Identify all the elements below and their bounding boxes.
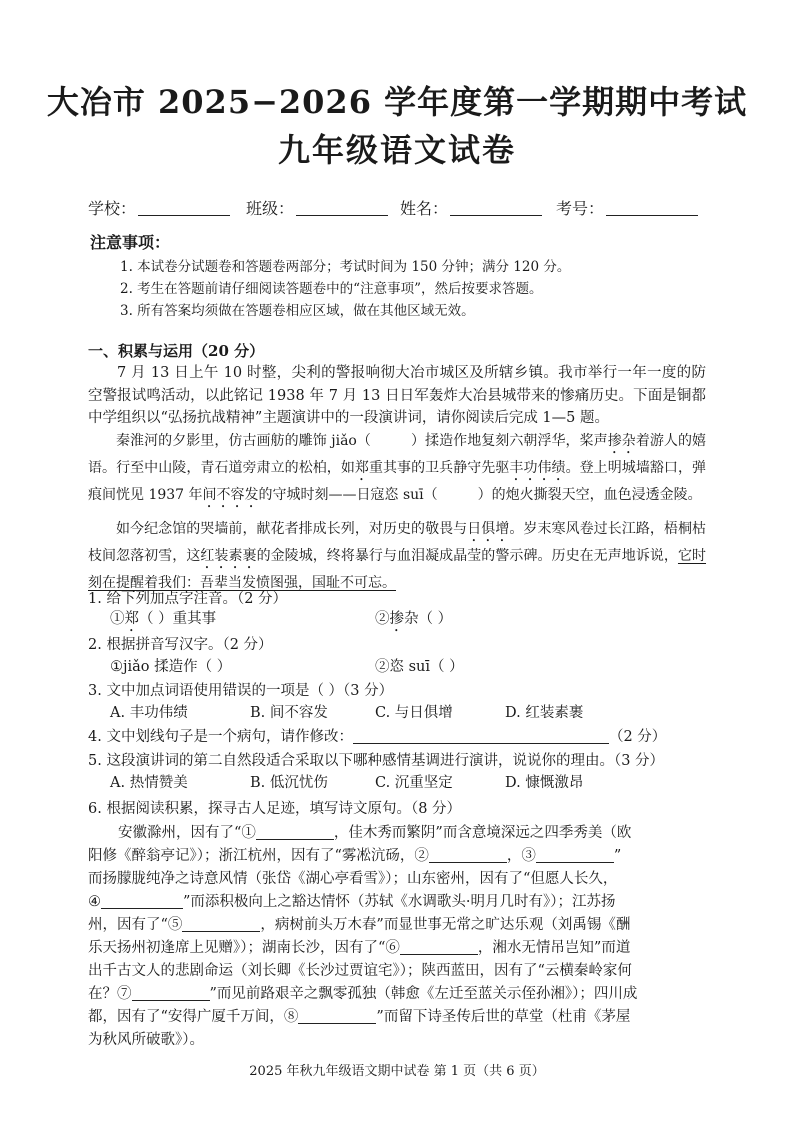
option-text: （ ）重其事	[139, 611, 217, 627]
class-label: 班级：	[246, 199, 295, 218]
question-6-line	[118, 822, 708, 844]
question-6-line	[88, 937, 708, 959]
notice-item: 2. 考生在答题前请仔细阅读答题卷中的“注意事项”，然后按要求答题。	[120, 281, 543, 297]
question-3-option: C. 与日俱增	[375, 705, 453, 721]
dotted-word: 掺	[389, 611, 404, 627]
poem-text: 在？⑦	[88, 986, 132, 1002]
question-6-line: 出千古文人的悲剧命运（刘长卿《长沙过贾谊宅》）；陕西蓝田，因有了“云横秦岭家何	[88, 963, 632, 979]
passage-text: 。登上明城墙豁口，弹痕间恍见 1937 年	[88, 460, 707, 503]
name-label: 姓名：	[400, 199, 449, 218]
dotted-word: 红装素裹	[200, 548, 257, 564]
question-2-stem: 2. 根据拼音写汉字。（2 分）	[88, 637, 273, 653]
question-6-line	[88, 983, 708, 1005]
school-label: 学校：	[88, 199, 137, 218]
poem-text: ，病树前头万木春”而显世事无常之旷达乐观（刘禹锡《酬	[260, 917, 631, 933]
poem-text: 安徽滁州，因有了“①	[118, 825, 256, 841]
option-text: 杂（ ）	[404, 611, 453, 627]
passage-text: 秦淮河的夕影里，仿古画舫的雕饰 jiǎo（	[116, 433, 371, 449]
name-field[interactable]	[400, 196, 542, 222]
poem-text: 阳修《醉翁亭记》）；浙江杭州，因有了“雾凇沆砀，②	[88, 848, 429, 864]
dotted-word: 丰功伟绩	[509, 460, 566, 476]
question-5-option: A. 热情赞美	[110, 775, 188, 791]
question-2-option-b: ②恣 suī（ ）	[375, 659, 464, 675]
question-1-stem: 1. 给下列加点字注音。（2 分）	[88, 591, 288, 607]
question-6-line	[88, 891, 708, 913]
poem-text: 乐天扬州初逢席上见赠》）；湖南长沙，因有了“⑥	[88, 940, 400, 956]
answer-blank[interactable]	[400, 938, 478, 955]
passage-text: 的守城时刻——日寇恣 suī（	[258, 487, 438, 503]
class-blank[interactable]	[296, 197, 388, 216]
question-4-stem: 4. 文中划线句子是一个病句，请作修改：	[88, 729, 353, 745]
class-field[interactable]	[246, 196, 388, 222]
dotted-word: 郑	[354, 460, 369, 476]
poem-text: 都，因有了“安得广厦千万间，⑧	[88, 1009, 299, 1025]
notice-heading: 注意事项：	[90, 233, 171, 252]
poem-text: ”而留下诗圣传后世的草堂（杜甫《茅屋	[376, 1009, 631, 1025]
passage-paragraph-1	[88, 430, 706, 511]
dotted-word: 掺杂	[607, 433, 636, 449]
question-5-option: C. 沉重坚定	[375, 775, 453, 791]
poem-text: ，湘水无情吊岂知”而道	[477, 940, 631, 956]
passage-text: 。岁末寒风卷过长江路，梧桐枯枝间忽落初雪，这	[88, 521, 707, 564]
poem-text: ”而见前路艰辛之飘零孤独（韩愈《左迁至蓝关示侄孙湘》）；四川成	[209, 986, 638, 1002]
underlined-sentence: 它时刻在提醒着我们：吾辈当发愤图强，国耻不可忘。	[88, 548, 707, 591]
passage-text: 重其事的卫兵静守先驱	[368, 460, 510, 476]
poem-text: ④	[88, 894, 101, 910]
question-6-line	[88, 845, 708, 867]
exam-number-field[interactable]	[556, 196, 698, 222]
passage-text: 的金陵城，终将暴行与血泪凝成晶莹的警示碑。历史在无声地诉说，	[256, 548, 678, 564]
question-3-stem: 3. 文中加点词语使用错误的一项是（ ）（3 分）	[88, 683, 394, 699]
student-info-row	[88, 196, 708, 222]
passage-paragraph-2	[88, 518, 706, 595]
question-6-line: 而扬朦胧纯净之诗意风情（张岱《湖心亭看雪》）；山东密州，因有了“但愿人长久，	[88, 871, 618, 887]
question-6-line: 为秋风所破歌》）。	[88, 1032, 204, 1048]
answer-blank[interactable]	[101, 892, 183, 909]
question-5-option: D. 慷慨激昂	[505, 775, 584, 791]
question-6-line	[88, 1006, 708, 1028]
poem-text: ”	[613, 848, 622, 864]
exam-subtitle: 九年级语文试卷	[277, 131, 516, 169]
name-blank[interactable]	[450, 197, 542, 216]
question-1-option-b	[375, 608, 452, 635]
question-6-stem: 6. 根据阅读积累，探寻古人足迹，填写诗文原句。（8 分）	[88, 801, 462, 817]
option-number: ②	[375, 611, 390, 627]
intro-paragraph: 7 月 13 日上午 10 时整，尖利的警报响彻大冶市城区及所辖乡镇。我市举行一年一度的防空警报试鸣活动，以此铭记 1938 年 7 月 13 日日军轰炸大冶县城带来的惨痛历史。下面是铜都中学组织以“弘扬抗战精神”主题演讲中的一段演讲词，请你阅读后完成 1—5 题。	[88, 365, 706, 426]
poem-text: 州，因有了“⑤	[88, 917, 183, 933]
passage-text: ）的炮火撕裂天空，血色浸透金陵。	[477, 487, 702, 503]
question-2-option-a: ①jiǎo 揉造作（ ）	[110, 659, 232, 675]
notice-list	[120, 256, 720, 322]
question-3-option: D. 红装素裹	[505, 705, 584, 721]
passage-text: 如今纪念馆的哭墙前，献花者排成长列，对历史的敬畏与	[116, 521, 468, 537]
school-field[interactable]	[88, 196, 230, 222]
question-3-option: B. 间不容发	[250, 705, 328, 721]
question-5-option: B. 低沉忧伤	[250, 775, 328, 791]
answer-blank[interactable]	[256, 823, 334, 840]
poem-text: ，佳木秀而繁阴”而含意境深远之四季秀美（欧	[333, 825, 632, 841]
question-6-line	[88, 914, 708, 936]
section-heading: 一、积累与运用（20 分）	[88, 342, 265, 360]
question-5-stem: 5. 这段演讲词的第二自然段适合采取以下哪种感情基调进行演讲，说说你的理由。（3 分）	[88, 753, 665, 769]
poem-text: ”而添积极向上之豁达情怀（苏轼《水调歌头·明月几时有》）；江苏扬	[183, 894, 616, 910]
question-4	[88, 726, 708, 748]
dotted-word: 郑	[124, 611, 139, 627]
exam-title: 大冶市 2025−2026 学年度第一学期期中考试	[46, 83, 748, 121]
question-4-score: （2 分）	[608, 729, 667, 745]
answer-blank[interactable]	[132, 984, 210, 1001]
notice-item: 3. 所有答案均须做在答题卷相应区域，做在其他区域无效。	[120, 303, 475, 319]
notice-item: 1. 本试卷分试题卷和答题卷两部分；考试时间为 150 分钟；满分 120 分。	[120, 259, 571, 275]
question-3-option: A. 丰功伟绩	[110, 705, 188, 721]
poem-text: ，③	[506, 848, 536, 864]
answer-blank[interactable]	[182, 915, 260, 932]
answer-blank[interactable]	[298, 1007, 376, 1024]
passage-text: 着游人的嬉语。行至中山陵，青石道旁肃立的松柏，如	[88, 433, 707, 476]
passage-text: ）揉造作地复刻六朝浮华，桨声	[410, 433, 608, 449]
dotted-word: 日俱增	[467, 521, 510, 537]
dotted-word: 间不容发	[202, 487, 259, 503]
answer-blank[interactable]	[429, 846, 507, 863]
school-blank[interactable]	[138, 197, 230, 216]
question-1-option-a	[110, 608, 216, 635]
page-footer: 2025 年秋九年级语文期中试卷 第 1 页（共 6 页）	[249, 1064, 545, 1079]
exam-number-label: 考号：	[556, 199, 605, 218]
exam-number-blank[interactable]	[606, 197, 698, 216]
option-number: ①	[110, 611, 125, 627]
answer-blank[interactable]	[353, 727, 609, 744]
answer-blank[interactable]	[536, 846, 614, 863]
